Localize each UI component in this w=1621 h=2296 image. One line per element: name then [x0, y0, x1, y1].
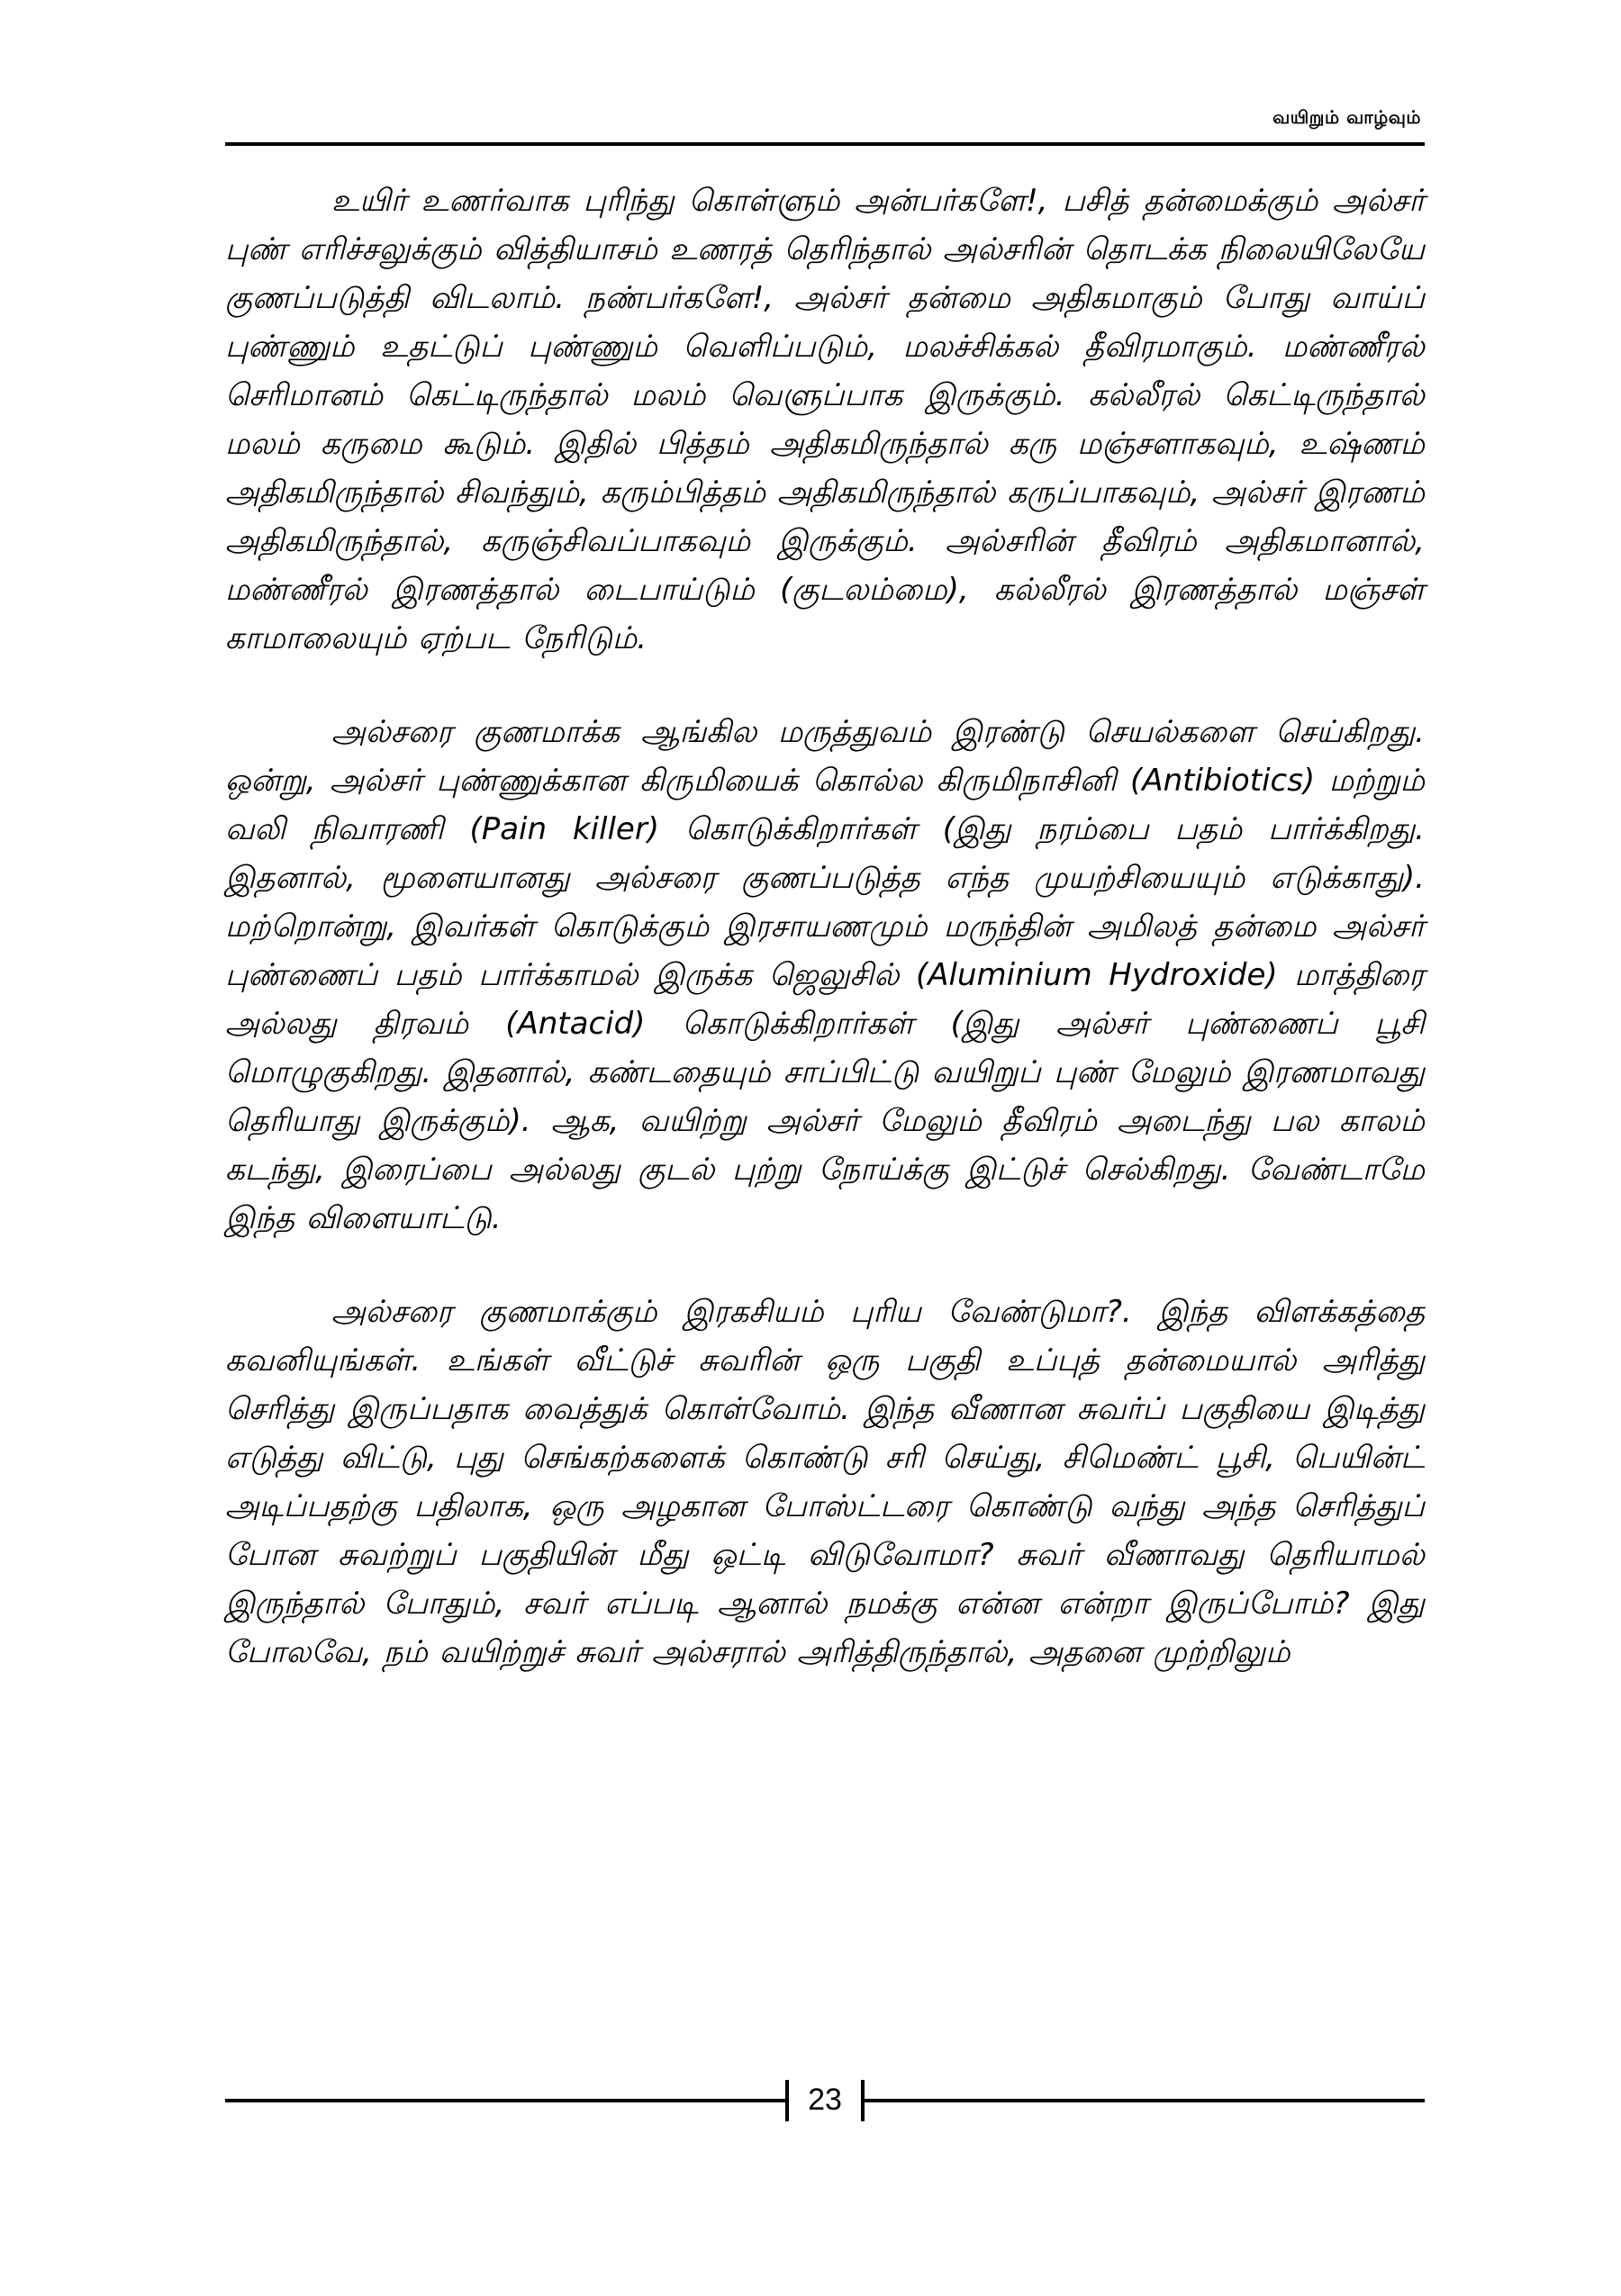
- paragraph-3: அல்சரை குணமாக்கும் இரகசியம் புரிய வேண்டுமா?. இந்த விளக்கத்தை கவனியுங்கள். உங்கள் வீட்டுச் சுவரின் ஒரு பகுதி உப்புத் தன்மையால் அரித்து செரித்து இருப்பதாக வைத்துக் கொள்வோம். இந்த வீணான சுவர்ப் பகுதியை இடித்து எடுத்து விட்டு, புது செங்கற்களைக் கொண்டு சரி செய்து, சிமெண்ட் பூசி, பெயின்ட் அடிப்பதற்கு பதிலாக, ஒரு அழகான போஸ்ட்டரை கொண்டு வந்து அந்த செரித்துப் போன சுவற்றுப் பகுதியின் மீது ஒட்டி விடுவோமா? சுவர் வீணாவது தெரியாமல் இருந்தால் போதும், சவர் எப்படி ஆனால் நமக்கு என்ன என்றா இருப்போம்? இது போலவே, நம் வயிற்றுச் சுவர் அல்சரால் அரித்திருந்தால், அதனை முற்றிலும்: [225, 1294, 1425, 1670]
- page-body: [225, 176, 1425, 1722]
- header-divider: [225, 142, 1425, 146]
- running-header-title: வயிறும் வாழ்வும்: [1272, 106, 1421, 128]
- page-number: 23: [808, 2083, 842, 2117]
- footer-rule-right: [865, 2099, 1425, 2102]
- paragraph-1: உயிர் உணர்வாக புரிந்து கொள்ளும் அன்பர்களே!, பசித் தன்மைக்கும் அல்சர் புண் எரிச்சலுக்கும் வித்தியாசம் உணரத் தெரிந்தால் அல்சரின் தொடக்க நிலையிலேயே குணப்படுத்தி விடலாம். நண்பர்களே!, அல்சர் தன்மை அதிகமாகும் போது வாய்ப் புண்ணும் உதட்டுப் புண்ணும் வெளிப்படும், மலச்சிக்கல் தீவிரமாகும். மண்ணீரல் செரிமானம் கெட்டிருந்தால் மலம் வெளுப்பாக இருக்கும். கல்லீரல் கெட்டிருந்தால் மலம் கருமை கூடும். இதில் பித்தம் அதிகமிருந்தால் கரு மஞ்சளாகவும், உஷ்ணம் அதிகமிருந்தால் சிவந்தும், கரும்பித்தம் அதிகமிருந்தால் கருப்பாகவும், அல்சர் இரணம் அதிகமிருந்தால், கருஞ்சிவப்பாகவும் இருக்கும். அல்சரின் தீவிரம் அதிகமானால், மண்ணீரல் இரணத்தால் டைபாய்டும் (குடலம்மை), கல்லீரல் இரணத்தால் மஞ்சள் காமாலையும் ஏற்பட நேரிடும்.: [225, 183, 1425, 656]
- page-footer: [225, 2073, 1425, 2127]
- footer-rule-left: [225, 2099, 785, 2102]
- paragraph-2: அல்சரை குணமாக்க ஆங்கில மருத்துவம் இரண்டு செயல்களை செய்கிறது. ஒன்று, அல்சர் புண்ணுக்கான கிருமியைக் கொல்ல கிருமிநாசினி (Antibiotics) மற்றும் வலி நிவாரணி (Pain killer) கொடுக்கிறார்கள் (இது நரம்பை பதம் பார்க்கிறது. இதனால், மூளையானது அல்சரை குணப்படுத்த எந்த முயற்சியையும் எடுக்காது). மற்றொன்று, இவர்கள் கொடுக்கும் இரசாயணமும் மருந்தின் அமிலத் தன்மை அல்சர் புண்ணைப் பதம் பார்க்காமல் இருக்க ஜெலுசில் (Aluminium Hydroxide) மாத்திரை அல்லது திரவம் (Antacid) கொடுக்கிறார்கள் (இது அல்சர் புண்ணைப் பூசி மொழுகுகிறது. இதனால், கண்டதையும் சாப்பிட்டு வயிறுப் புண் மேலும் இரணமாவது தெரியாது இருக்கும்). ஆக, வயிற்று அல்சர் மேலும் தீவிரம் அடைந்து பல காலம் கடந்து, இரைப்பை அல்லது குடல் புற்று நோய்க்கு இட்டுச் செல்கிறது. வேண்டாமே இந்த விளையாட்டு.: [225, 714, 1425, 1236]
